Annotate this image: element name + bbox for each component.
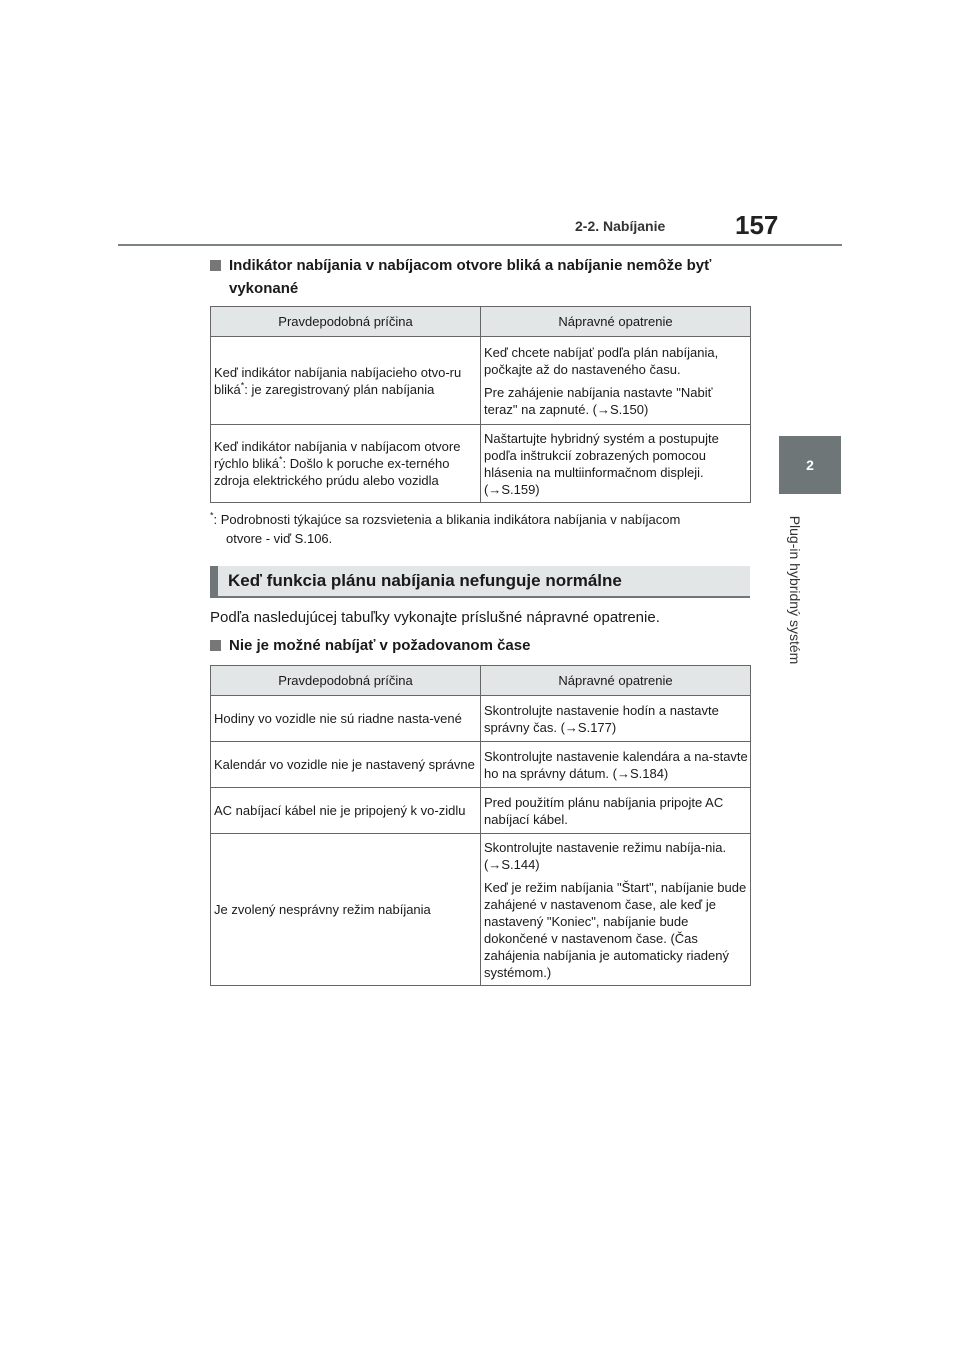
footnote-marker: * xyxy=(210,510,214,521)
subheading-line-2: vykonané xyxy=(229,280,299,297)
table-row xyxy=(211,788,751,834)
remedy-paragraph: Skontrolujte nastavenie kalendára a na-stavte ho na správny dátum. (→S.184) xyxy=(484,748,748,781)
subheading-text: Nie je možné nabíjať v požadovanom čase xyxy=(229,637,531,654)
table-row xyxy=(211,337,751,425)
remedy-paragraph: Pre zahájenie nabíjania nastavte "Nabiť teraz" na zapnuté. (→S.150) xyxy=(484,384,713,417)
chapter-tab xyxy=(779,436,841,494)
column-header-remedy: Nápravné opatrenie xyxy=(481,307,751,337)
cause-cell xyxy=(211,337,481,425)
table-indicator-blinking xyxy=(210,306,751,503)
subheading-cannot-charge xyxy=(210,634,770,657)
table-header-row xyxy=(211,307,751,337)
cause-text: Keď indikátor nabíjania nabíjacieho otvo-ru bliká xyxy=(214,364,462,397)
remedy-cell xyxy=(481,337,751,425)
remedy-paragraph: Skontrolujte nastavenie hodín a nastavte správny čas. (→S.177) xyxy=(484,702,719,735)
footnote-marker: * xyxy=(279,454,283,465)
chapter-number: 2 xyxy=(806,457,814,473)
remedy-cell xyxy=(481,788,751,834)
remedy-paragraph: Pred použitím plánu nabíjania pripojte AC nabíjací kábel. xyxy=(484,794,724,827)
table-schedule-troubleshooting xyxy=(210,665,751,986)
page-number: 157 xyxy=(735,210,779,240)
table-row xyxy=(211,696,751,742)
footnote xyxy=(210,510,750,548)
cause-text: : je zaregistrovaný plán nabíjania xyxy=(244,381,435,397)
cause-text: Keď indikátor nabíjania v nabíjacom otvore rýchlo bliká xyxy=(214,439,461,471)
cause-cell: Hodiny vo vozidle nie sú riadne nasta-vené xyxy=(211,696,481,742)
footnote-marker: * xyxy=(240,380,245,391)
remedy-cell xyxy=(481,742,751,788)
chapter-label: Plug-in hybridný systém xyxy=(787,515,803,665)
table-row xyxy=(211,425,751,503)
remedy-cell xyxy=(481,834,751,986)
footnote-line-1: : Podrobnosti týkajúce sa rozsvietenia a blikania indikátora nabíjania v nabíjacom xyxy=(213,512,681,527)
square-bullet-icon xyxy=(210,640,221,651)
table-row xyxy=(211,742,751,788)
subheading-indicator-blinking xyxy=(210,254,770,300)
column-header-cause: Pravdepodobná príčina xyxy=(211,666,481,696)
remedy-paragraph: Keď je režim nabíjania "Štart", nabíjanie bude zahájené v nastavenom čase, ale keď je nastavený "Koniec", nabíjanie bude dokončené v nastavenom čase. (Čas zahájenia nabíjania je automaticky riadený systémom.) xyxy=(484,879,747,980)
intro-paragraph: Podľa nasledujúcej tabuľky vykonajte príslušné nápravné opatrenie. xyxy=(210,609,660,626)
cause-cell: Kalendár vo vozidle nie je nastavený správne xyxy=(211,742,481,788)
footnote-line-2: otvore - viď S.106. xyxy=(226,531,333,546)
cause-cell: AC nabíjací kábel nie je pripojený k vo-zidlu xyxy=(211,788,481,834)
square-bullet-icon xyxy=(210,260,221,271)
section-title: 2-2. Nabíjanie xyxy=(575,218,666,234)
header-divider xyxy=(118,244,842,246)
subheading-line-1: Indikátor nabíjania v nabíjacom otvore bliká a nabíjanie nemôže byť xyxy=(229,257,712,274)
remedy-cell xyxy=(481,425,751,503)
table-header-row xyxy=(211,666,751,696)
remedy-cell xyxy=(481,696,751,742)
remedy-paragraph: Naštartujte hybridný systém a postupujte podľa inštrukcií zobrazených pomocou hlásenia na multiinformačnom displeji. (→S.159) xyxy=(484,430,719,497)
remedy-paragraph: Keď chcete nabíjať podľa plán nabíjania, počkajte až do nastaveného času. xyxy=(484,344,719,377)
remedy-paragraph: Skontrolujte nastavenie režimu nabíja-nia. (→S.144) xyxy=(484,839,727,872)
section-heading: Keď funkcia plánu nabíjania nefunguje normálne xyxy=(210,566,750,598)
table-row xyxy=(211,834,751,986)
column-header-cause: Pravdepodobná príčina xyxy=(211,307,481,337)
cause-text: : Došlo k poruche ex-terného zdroja elektrického prúdu alebo vozidla xyxy=(214,456,450,488)
cause-cell xyxy=(211,425,481,503)
cause-cell: Je zvolený nesprávny režim nabíjania xyxy=(211,834,481,986)
column-header-remedy: Nápravné opatrenie xyxy=(481,666,751,696)
